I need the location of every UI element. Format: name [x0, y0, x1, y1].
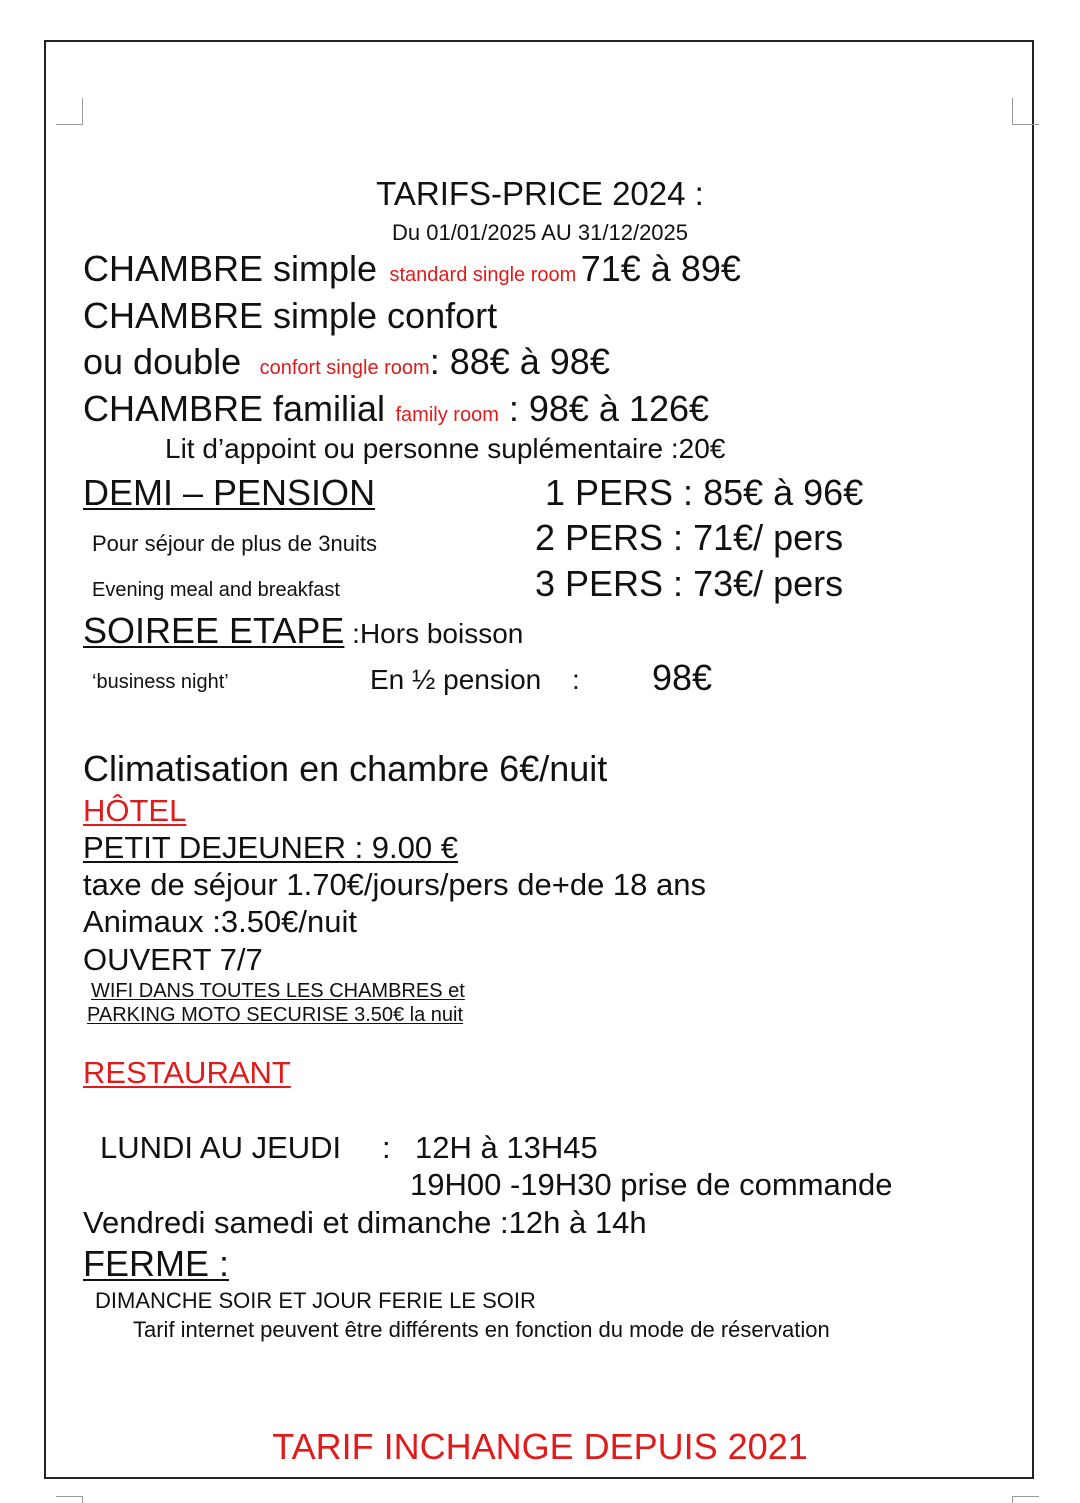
- hotel-tourist-tax: taxe de séjour 1.70€/jours/pers de+de 18 ans: [83, 867, 707, 902]
- air-conditioning: Climatisation en chambre 6€/nuit: [83, 748, 608, 789]
- room-familial-price: : 98€ à 126€: [498, 388, 710, 429]
- restaurant-weekend: Vendredi samedi et dimanche :12h à 14h: [83, 1205, 647, 1240]
- closed-heading: FERME :: [83, 1243, 230, 1284]
- restaurant-lunch-hours: 12H à 13H45: [415, 1130, 598, 1165]
- soiree-etape-english: ‘business night’: [92, 671, 229, 693]
- room-confort-row: [83, 341, 610, 382]
- page-title: TARIFS-PRICE 2024 :: [376, 175, 704, 212]
- room-simple-price: 71€ à 89€: [580, 248, 741, 289]
- soiree-etape-price: 98€: [652, 657, 713, 698]
- room-confort-price: : 88€ à 98€: [429, 341, 610, 382]
- room-simple-english: standard single room: [389, 264, 577, 286]
- demi-pension-note-stay: Pour séjour de plus de 3nuits: [92, 531, 377, 556]
- restaurant-dinner-hours: 19H00 -19H30 prise de commande: [410, 1167, 893, 1202]
- demi-pension-heading: DEMI – PENSION: [83, 472, 376, 513]
- soiree-etape-label: En ½ pension: [370, 664, 542, 695]
- hotel-moto-parking: PARKING MOTO SECURISE 3.50€ la nuit: [87, 1004, 464, 1026]
- crop-mark-top-left: [56, 98, 83, 125]
- restaurant-weekdays: LUNDI AU JEUDI: [100, 1130, 342, 1165]
- demi-pension-1-pers: 1 PERS : 85€ à 96€: [545, 472, 864, 513]
- room-familial-row: [83, 388, 710, 429]
- hotel-opening: OUVERT 7/7: [83, 942, 263, 977]
- hotel-wifi: WIFI DANS TOUTES LES CHAMBRES et: [91, 980, 465, 1002]
- room-confort-label-line1: CHAMBRE simple confort: [83, 295, 498, 336]
- hotel-heading: HÔTEL: [83, 793, 187, 828]
- room-confort-english: confort single room: [259, 357, 430, 379]
- demi-pension-note-english: Evening meal and breakfast: [92, 579, 340, 601]
- soiree-etape-hors-boisson: :Hors boisson: [344, 618, 524, 649]
- validity-period: Du 01/01/2025 AU 31/12/2025: [391, 220, 689, 245]
- crop-mark-top-right: [1012, 98, 1039, 125]
- room-confort-label: ou double: [83, 341, 242, 382]
- room-familial-label: CHAMBRE familial: [83, 388, 386, 429]
- soiree-etape-heading: SOIREE ETAPE: [83, 610, 345, 651]
- hotel-breakfast: PETIT DEJEUNER : 9.00 €: [83, 830, 458, 865]
- hotel-pets: Animaux :3.50€/nuit: [83, 904, 358, 939]
- room-simple-label: CHAMBRE simple: [83, 248, 378, 289]
- soiree-etape-colon: :: [572, 664, 580, 695]
- footer-unchanged-rates: TARIF INCHANGE DEPUIS 2021: [272, 1426, 808, 1467]
- closed-detail: DIMANCHE SOIR ET JOUR FERIE LE SOIR: [95, 1288, 536, 1313]
- room-simple-row: [83, 248, 741, 289]
- restaurant-heading: RESTAURANT: [83, 1055, 291, 1090]
- demi-pension-2-pers: 2 PERS : 71€/ pers: [535, 517, 844, 558]
- demi-pension-3-pers: 3 PERS : 73€/ pers: [535, 563, 844, 604]
- room-familial-english: family room: [395, 404, 499, 426]
- soiree-etape-row: [83, 610, 524, 651]
- extra-bed-note: Lit d’appoint ou personne suplémentaire :20€: [165, 433, 726, 464]
- internet-rate-note: Tarif internet peuvent être différents en fonction du mode de réservation: [133, 1317, 830, 1342]
- restaurant-colon: :: [382, 1130, 391, 1165]
